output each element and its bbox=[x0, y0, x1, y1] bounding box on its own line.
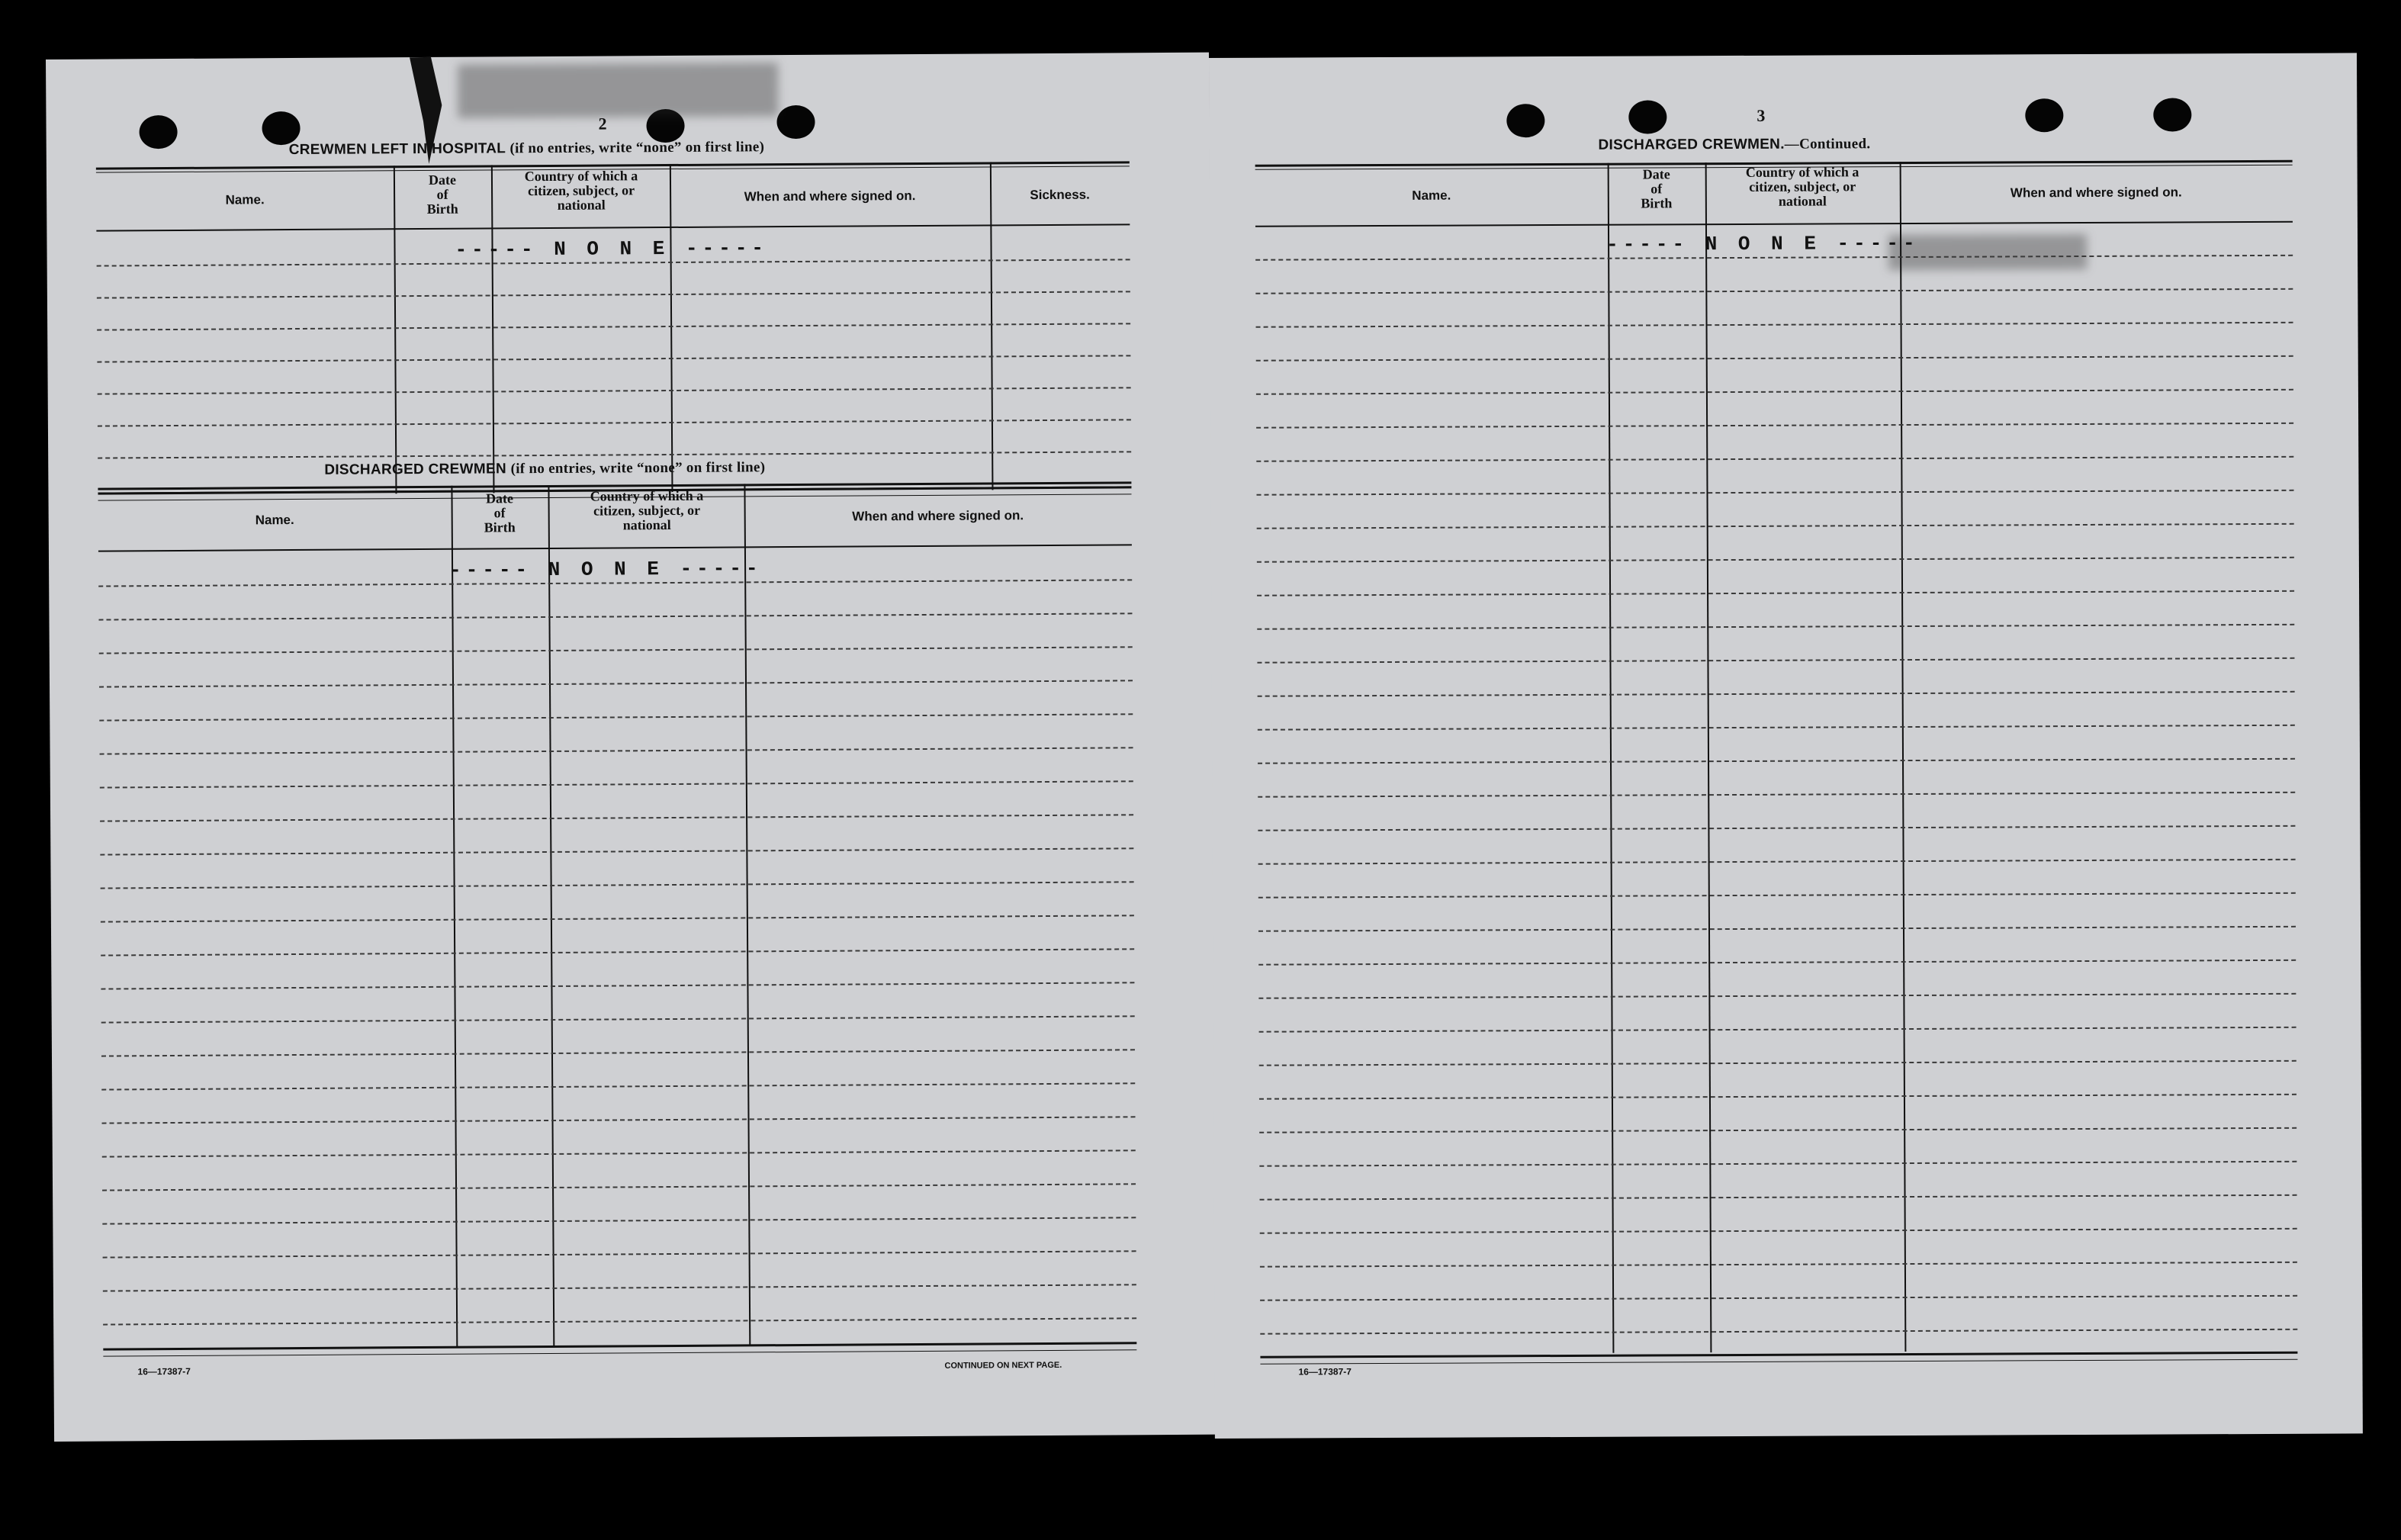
hospital-instruction: (if no entries, write “none” on first line) bbox=[509, 139, 765, 157]
col-header-dob: Date of Birth bbox=[484, 490, 516, 535]
col-header-name: Name. bbox=[225, 192, 265, 207]
col-header-dob: Date of Birth bbox=[426, 172, 458, 217]
discharged-title-text: DISCHARGED CREWMEN bbox=[324, 461, 507, 478]
col-header-name: Name. bbox=[1412, 188, 1451, 203]
discharged-instruction: (if no entries, write “none” on first line) bbox=[510, 459, 766, 477]
continued-suffix: —Continued. bbox=[1784, 136, 1871, 153]
punch-hole bbox=[2025, 98, 2063, 132]
punch-hole bbox=[776, 105, 815, 139]
discharged-table-right bbox=[1255, 160, 2298, 1431]
discharged-section-title bbox=[324, 459, 765, 479]
col-header-name: Name. bbox=[255, 513, 294, 528]
col-header-dob: Date of Birth bbox=[1641, 166, 1673, 211]
col-header-country: Country of which a citizen, subject, or national bbox=[524, 168, 638, 213]
none-entry: ----- N O N E ----- bbox=[449, 557, 763, 582]
page-number: 3 bbox=[1757, 105, 1766, 125]
col-header-signed-on: When and where signed on. bbox=[852, 508, 1024, 524]
none-entry: ----- N O N E ----- bbox=[1606, 231, 1920, 256]
form-code: 16—17387-7 bbox=[1298, 1366, 1352, 1378]
right-page bbox=[1209, 53, 2363, 1439]
discharged-table-left bbox=[98, 481, 1137, 1427]
discharged-continued-title-text: DISCHARGED CREWMEN. bbox=[1598, 136, 1785, 153]
hospital-table bbox=[96, 161, 1132, 503]
none-entry: ----- N O N E ----- bbox=[455, 236, 769, 262]
punch-hole bbox=[1628, 100, 1667, 133]
left-page bbox=[46, 53, 1217, 1442]
punch-hole bbox=[262, 111, 300, 145]
punch-hole bbox=[2153, 98, 2191, 131]
page-number: 2 bbox=[598, 114, 607, 133]
hospital-title-text: CREWMEN LEFT IN HOSPITAL bbox=[288, 140, 506, 159]
punch-hole bbox=[139, 115, 177, 149]
stain bbox=[458, 63, 778, 118]
hospital-section-title bbox=[289, 139, 765, 159]
punch-hole bbox=[1506, 104, 1544, 137]
col-header-country: Country of which a citizen, subject, or national bbox=[1745, 164, 1859, 209]
col-header-country: Country of which a citizen, subject, or national bbox=[590, 487, 704, 533]
continued-note: CONTINUED ON NEXT PAGE. bbox=[944, 1360, 1062, 1371]
col-header-sickness: Sickness. bbox=[1030, 187, 1090, 203]
col-header-signed-on: When and where signed on. bbox=[744, 188, 916, 204]
form-code: 16—17387-7 bbox=[137, 1365, 191, 1378]
discharged-continued-title bbox=[1598, 136, 1870, 154]
col-header-signed-on: When and where signed on. bbox=[2010, 185, 2182, 201]
